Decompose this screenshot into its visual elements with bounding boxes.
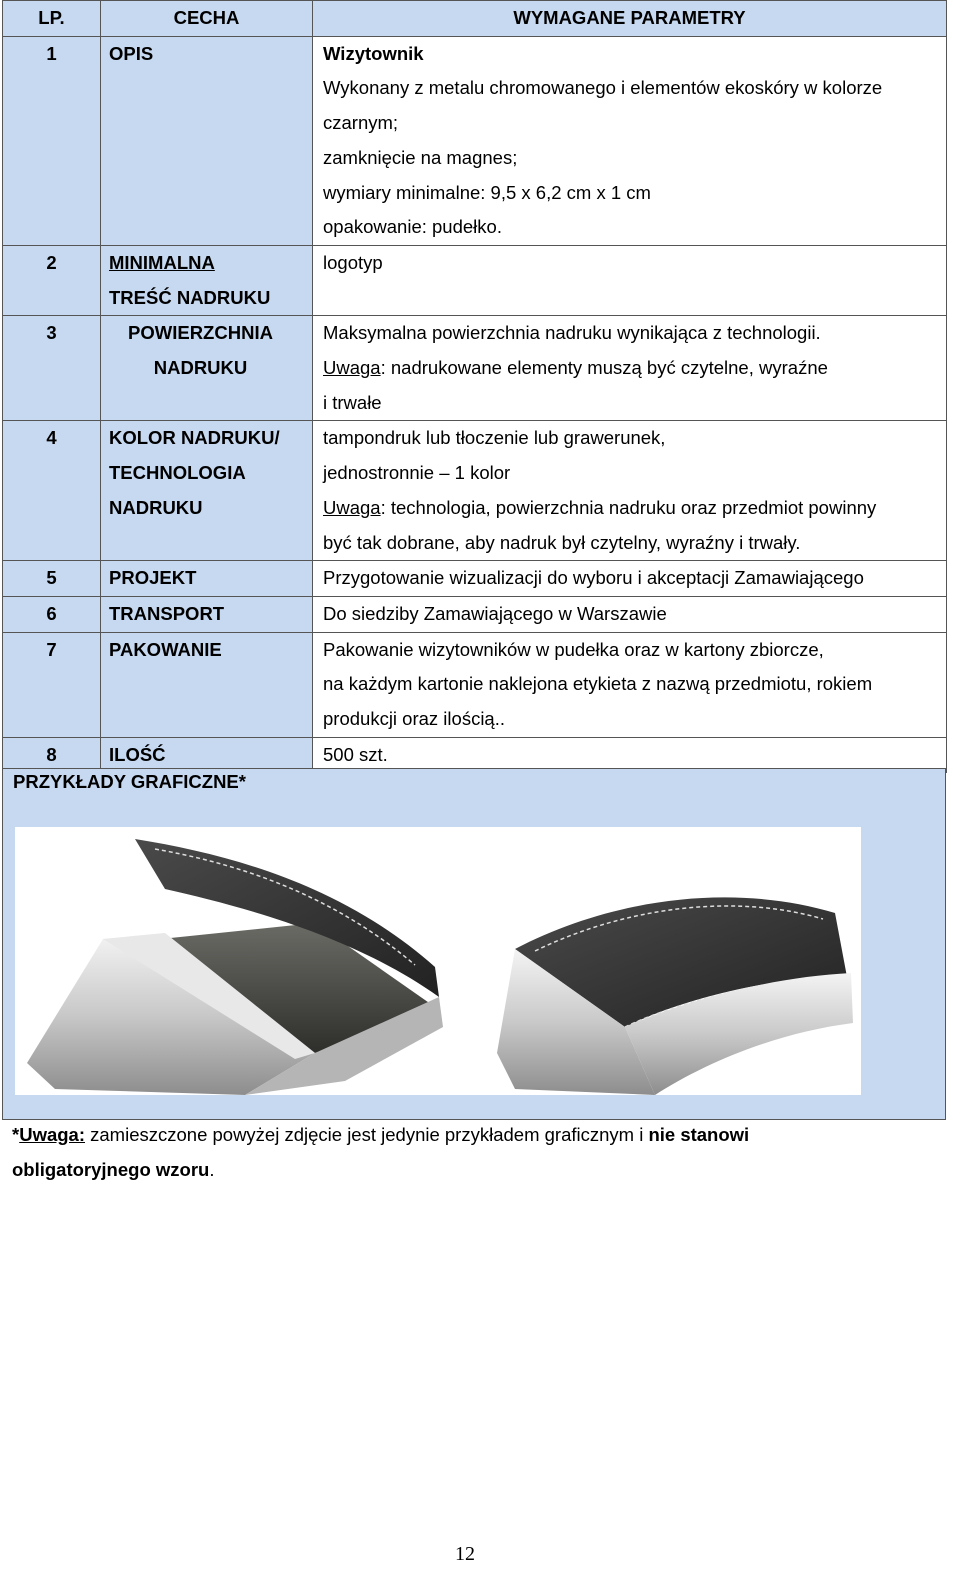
value-line: zamknięcie na magnes; <box>323 146 518 168</box>
page-number: 12 <box>455 1543 475 1565</box>
requirements-table <box>2 0 947 773</box>
table-row <box>3 36 947 245</box>
row-feature <box>101 316 313 421</box>
table-row <box>3 245 947 315</box>
row-feature <box>101 421 313 561</box>
value-line: Uwaga: technologia, powierzchnia nadruku oraz przedmiot powinny <box>323 496 877 518</box>
row-number: 7 <box>3 632 101 737</box>
row-value <box>313 421 947 561</box>
row-feature <box>101 245 313 315</box>
row-number: 6 <box>3 596 101 632</box>
value-line: Przygotowanie wizualizacji do wyboru i akceptacji Zamawiającego <box>323 567 864 589</box>
note-label: Uwaga <box>323 496 381 518</box>
footnote-text: zamieszczone powyżej zdjęcie jest jedynie przykładem graficznym i <box>85 1124 649 1145</box>
row-number: 2 <box>3 245 101 315</box>
value-line: Do siedziby Zamawiającego w Warszawie <box>323 602 667 624</box>
feature-label: ILOŚĆ <box>109 743 166 765</box>
feature-label: NADRUKU <box>153 357 248 379</box>
row-number: 5 <box>3 561 101 597</box>
product-photo <box>15 827 861 1095</box>
value-line: logotyp <box>323 251 383 273</box>
row-value <box>313 632 947 737</box>
table-row <box>3 596 947 632</box>
value-line: na każdym kartonie naklejona etykieta z nazwą przedmiotu, rokiem <box>323 673 873 695</box>
note-text: technologia, powierzchnia nadruku oraz przedmiot powinny <box>390 496 877 518</box>
feature-label: KOLOR NADRUKU/ <box>109 427 280 449</box>
footnote-label: Uwaga: <box>19 1124 85 1145</box>
row-feature <box>101 632 313 737</box>
value-line: opakowanie: pudełko. <box>323 216 502 238</box>
feature-label: TECHNOLOGIA <box>109 462 246 484</box>
value-line: jednostronnie – 1 kolor <box>323 462 511 484</box>
value-line: być tak dobrane, aby nadruk był czytelny, wyraźny i trwały. <box>323 531 801 553</box>
value-line: Uwaga: nadrukowane elementy muszą być czytelne, wyraźne <box>323 357 828 379</box>
header-params: WYMAGANE PARAMETRY <box>313 1 947 37</box>
closed-card-holder <box>497 897 853 1095</box>
row-feature <box>101 561 313 597</box>
value-line: i trwałe <box>323 391 382 413</box>
row-number: 1 <box>3 36 101 245</box>
feature-label: NADRUKU <box>109 496 203 518</box>
feature-label: POWIERZCHNIA <box>128 322 273 344</box>
note-label: Uwaga <box>323 357 381 379</box>
feature-label: OPIS <box>109 42 154 64</box>
table-header-row <box>3 1 947 37</box>
business-card-holder-illustration <box>15 827 861 1095</box>
open-card-holder <box>27 839 443 1095</box>
product-name: Wizytownik <box>323 42 424 64</box>
row-feature <box>101 596 313 632</box>
row-value <box>313 596 947 632</box>
note-text: nadrukowane elementy muszą być czytelne, wyraźne <box>390 357 828 379</box>
table-row <box>3 316 947 421</box>
row-value <box>313 245 947 315</box>
row-value <box>313 36 947 245</box>
footnote-bold: nie stanowi <box>648 1124 750 1145</box>
value-line: produkcji oraz ilością.. <box>323 708 505 730</box>
value-line: czarnym; <box>323 112 399 134</box>
row-number: 8 <box>3 737 101 773</box>
footnote-line2-bold: obligatoryjnego wzoru <box>12 1158 210 1180</box>
row-number: 3 <box>3 316 101 421</box>
feature-label: MINIMALNA <box>109 251 215 273</box>
feature-label: PAKOWANIE <box>109 638 222 660</box>
feature-label: TRANSPORT <box>109 602 225 624</box>
header-feature: CECHA <box>101 1 313 37</box>
value-line: Pakowanie wizytowników w pudełka oraz w kartony zbiorcze, <box>323 638 824 660</box>
value-line: Maksymalna powierzchnia nadruku wynikająca z technologii. <box>323 322 821 344</box>
row-value <box>313 561 947 597</box>
footnote-star: * <box>12 1124 20 1145</box>
row-value <box>313 316 947 421</box>
header-lp: LP. <box>3 1 101 37</box>
value-line: 500 szt. <box>323 743 388 765</box>
graphic-examples-section <box>2 768 946 1120</box>
value-line: wymiary minimalne: 9,5 x 6,2 cm x 1 cm <box>323 181 651 203</box>
graphic-examples-title: PRZYKŁADY GRAFICZNE* <box>13 771 246 792</box>
feature-label: PROJEKT <box>109 567 197 589</box>
row-number: 4 <box>3 421 101 561</box>
feature-label: TREŚĆ NADRUKU <box>109 286 271 308</box>
table-row <box>3 561 947 597</box>
footnote <box>12 1118 932 1187</box>
footnote-line2-end: . <box>209 1158 215 1180</box>
value-line: Wykonany z metalu chromowanego i elementów ekoskóry w kolorze <box>323 77 883 99</box>
row-feature <box>101 36 313 245</box>
value-line: tampondruk lub tłoczenie lub grawerunek, <box>323 427 666 449</box>
table-row <box>3 421 947 561</box>
table-row <box>3 632 947 737</box>
